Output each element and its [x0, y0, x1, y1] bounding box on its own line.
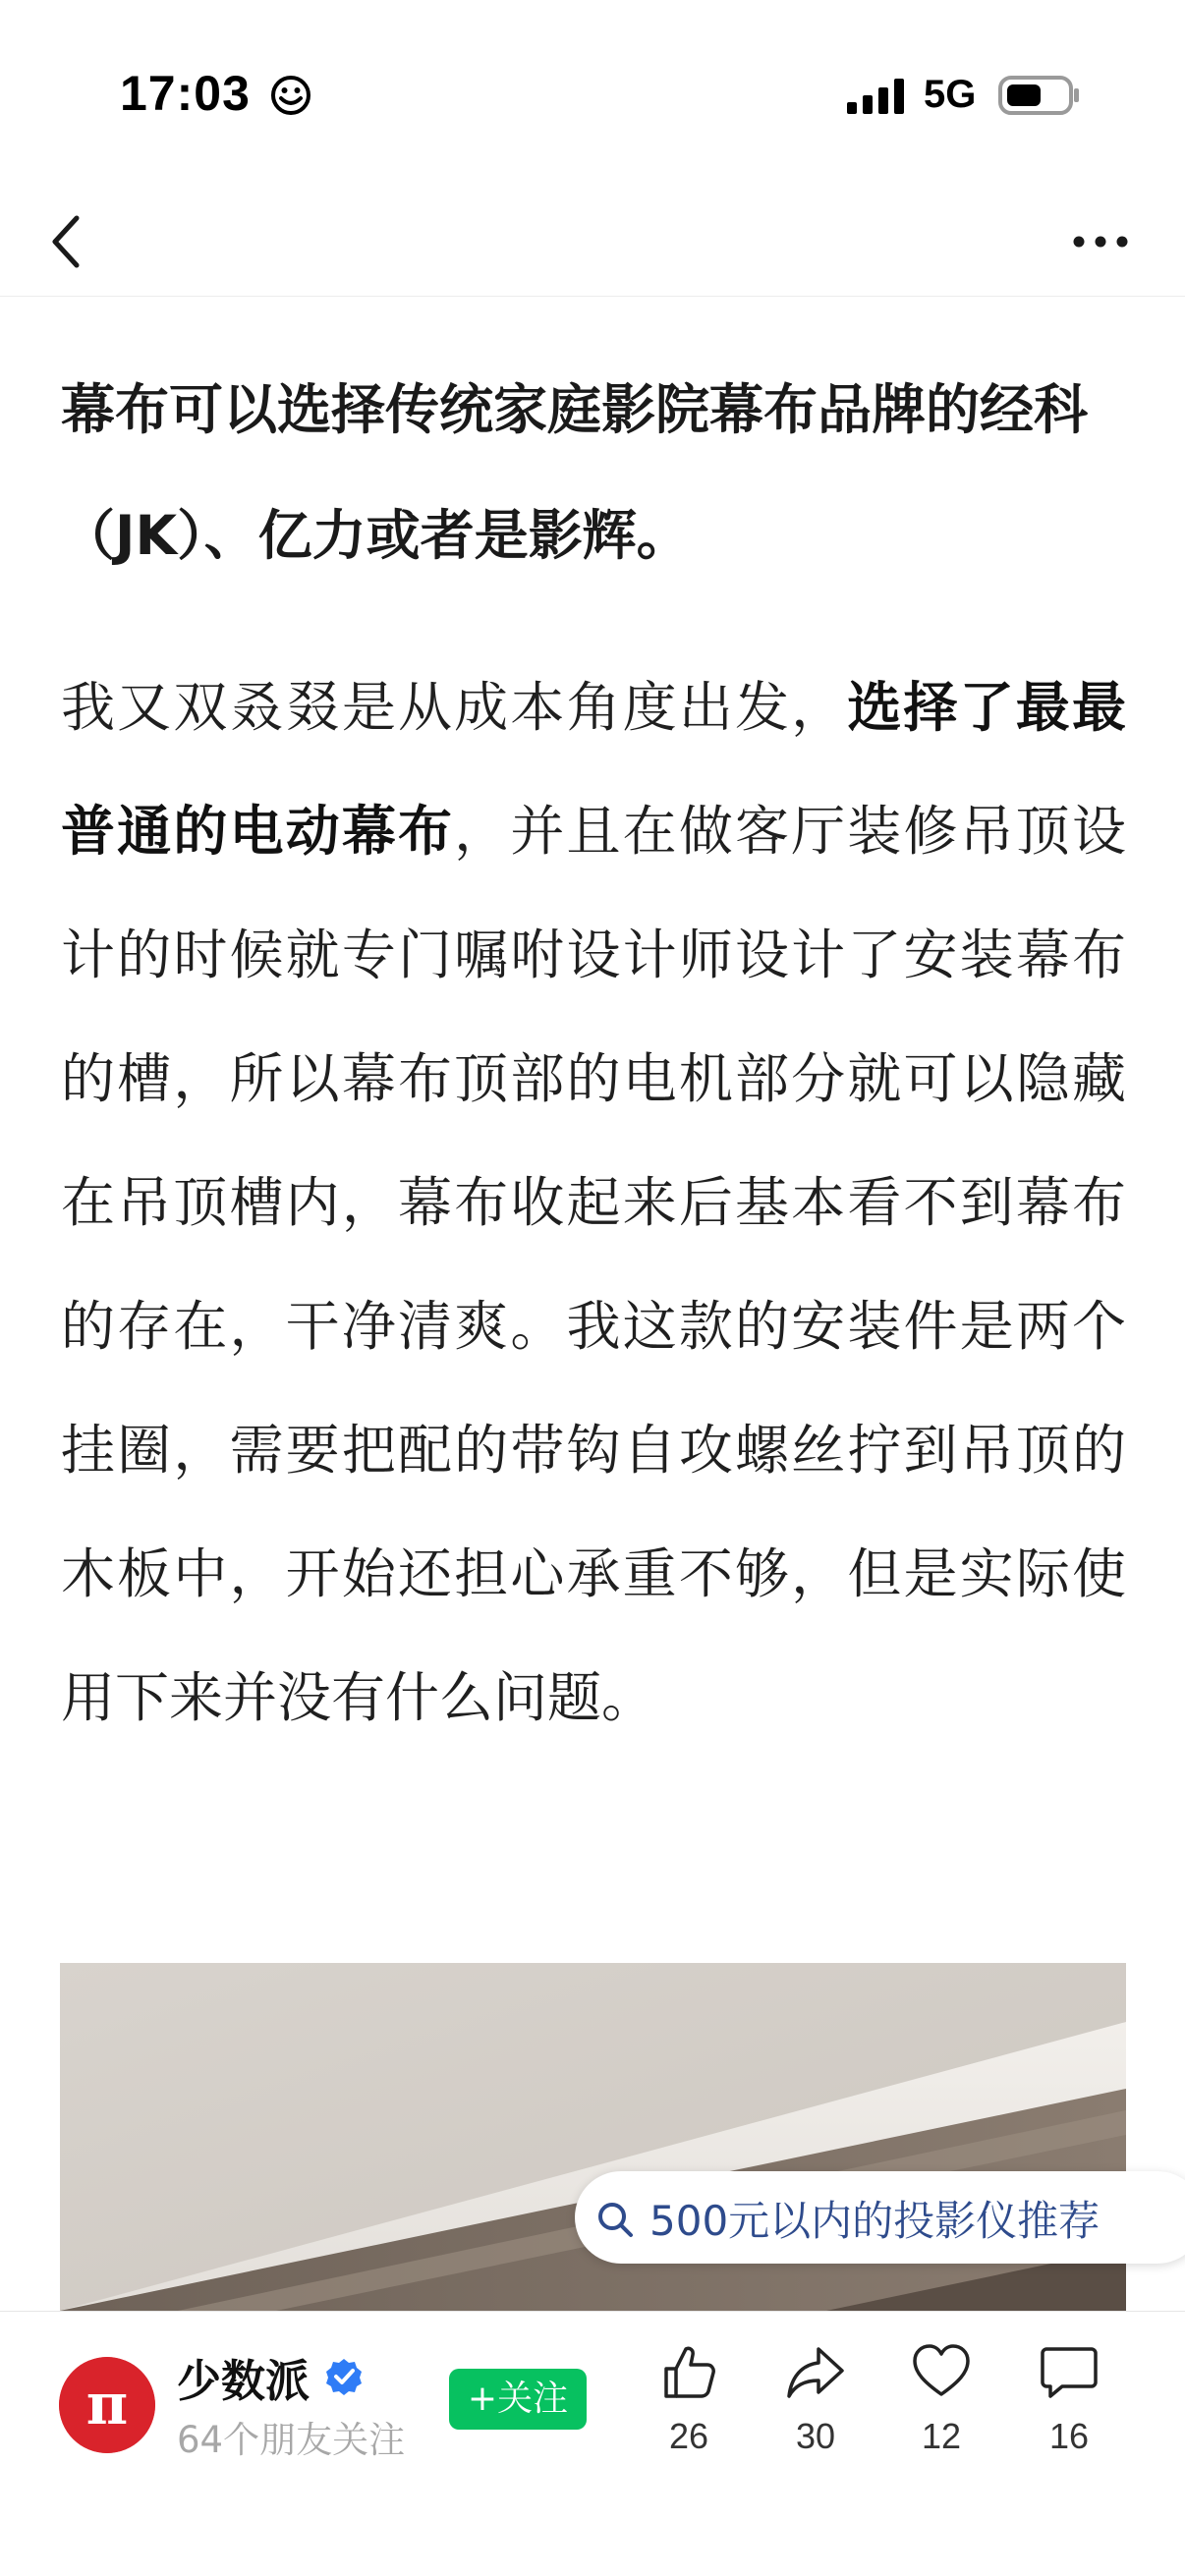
thumbs-up-icon: [658, 2341, 719, 2402]
nav-bar: [0, 187, 1185, 297]
avatar-letter: π: [85, 2371, 129, 2437]
comment-count: 16: [1048, 2416, 1090, 2456]
share-count: 30: [795, 2416, 836, 2456]
more-options-icon[interactable]: [1071, 216, 1130, 267]
comment-bubble-icon: [1039, 2341, 1100, 2402]
search-icon: [594, 2199, 636, 2240]
share-arrow-icon: [785, 2341, 846, 2402]
comment-action[interactable]: [1015, 2341, 1123, 2457]
network-type: 5G: [924, 73, 977, 116]
back-arrow-icon[interactable]: [45, 206, 88, 277]
battery-icon: [998, 75, 1081, 116]
author-name[interactable]: 少数派: [177, 2355, 310, 2407]
status-time: 17:03: [120, 66, 251, 121]
article-body: [61, 378, 1126, 1760]
article-heading: 幕布可以选择传统家庭影院幕布品牌的经科（JK）、亿力或者是影辉。: [61, 378, 1089, 567]
favorite-action[interactable]: [887, 2341, 995, 2457]
paragraph-bold-text: 选择了最最普通的电动幕布: [61, 676, 1126, 863]
like-action[interactable]: [635, 2341, 743, 2457]
favorite-count: 12: [921, 2416, 962, 2456]
share-action[interactable]: [762, 2341, 870, 2457]
search-suggestion-pill[interactable]: [575, 2171, 1185, 2264]
verified-badge-icon: [324, 2357, 364, 2396]
like-count: 26: [668, 2416, 709, 2456]
article-paragraph: [61, 645, 1126, 1760]
paragraph-text-start: 我又双叒叕是从成本角度出发，: [61, 676, 848, 739]
author-avatar[interactable]: [59, 2357, 155, 2453]
author-followers-text: 64个朋友关注: [177, 2419, 406, 2461]
paragraph-text-rest: ，并且在做客厅装修吊顶设计的时候就专门嘱咐设计师设计了安装幕布的槽，所以幕布顶部的电机部分就可以隐藏在吊顶槽内，幕布收起来后基本看不到幕布的存在，干净清爽。我这款的安装件是两个挂圈，需要把配的带钩自攻螺丝拧到吊顶的木板中，开始还担心承重不够，但是实际使用下来并没有什么问题。: [61, 800, 1126, 1729]
bottom-action-bar: [0, 2311, 1185, 2576]
status-bar: [0, 0, 1185, 187]
follow-button[interactable]: +关注: [449, 2369, 587, 2430]
search-suggestion-label: 500元以内的投影仪推荐: [649, 2197, 1100, 2245]
cellular-signal-icon: [847, 79, 906, 114]
heart-icon: [911, 2341, 972, 2402]
smiley-face-icon: [270, 75, 311, 116]
